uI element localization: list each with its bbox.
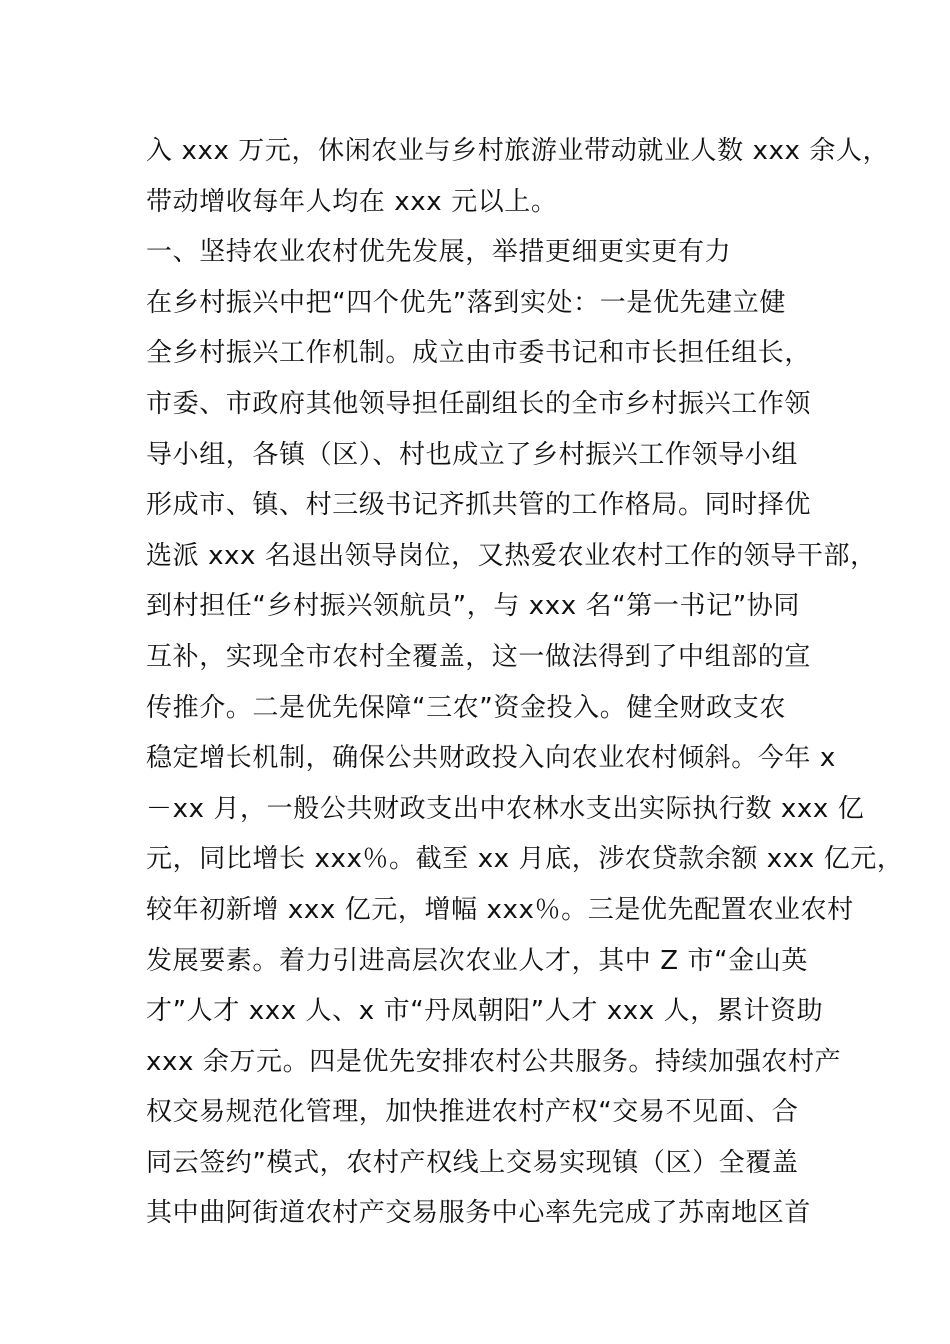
- text-line: 才”人才 xxx 人、x 市“丹凤朝阳”人才 xxx 人，累计资助: [146, 996, 824, 1027]
- section-heading: 一、坚持农业农村优先发展，举措更细更实更有力: [146, 237, 732, 268]
- text-line: xxx 余万元。四是优先安排农村公共服务。持续加强农村产: [146, 1046, 842, 1077]
- text-line: 带动增收每年人均在 xxx 元以上。: [146, 186, 558, 217]
- text-line: 稳定增长机制，确保公共财政投入向农业农村倾斜。今年 x: [146, 743, 836, 774]
- text-line: 导小组，各镇（区）、村也成立了乡村振兴工作领导小组: [146, 439, 799, 470]
- text-line: 同云签约”模式，农村产权线上交易实现镇（区）全覆盖: [146, 1147, 799, 1178]
- text-line: 到村担任“乡村振兴领航员”，与 xxx 名“第一书记”协同: [146, 591, 800, 622]
- text-line: 入 xxx 万元，休闲农业与乡村旅游业带动就业人数 xxx 余人，: [146, 136, 890, 166]
- text-line: 发展要素。着力引进高层次农业人才，其中 Z 市“金山英: [146, 945, 809, 976]
- text-line: 形成市、镇、村三级书记齐抓共管的工作格局。同时择优: [146, 490, 812, 521]
- text-line: 全乡村振兴工作机制。成立由市委书记和市长担任组长，: [146, 338, 812, 369]
- text-line: 较年初新增 xxx 亿元，增幅 xxx％。三是优先配置农业农村: [146, 894, 854, 925]
- text-line: 选派 xxx 名退出领导岗位，又热爱农业农村工作的领导干部，: [146, 540, 877, 571]
- text-line: 传推介。二是优先保障“三农”资金投入。健全财政支农: [146, 692, 786, 723]
- text-line: 互补，实现全市农村全覆盖，这一做法得到了中组部的宣: [146, 641, 812, 672]
- text-line: 元，同比增长 xxx％。截至 xx 月底，涉农贷款余额 xxx 亿元，: [146, 844, 904, 875]
- text-line: －xx 月，一般公共财政支出中农林水支出实际执行数 xxx 亿: [146, 793, 865, 824]
- body-text: [146, 126, 904, 1239]
- text-line: 权交易规范化管理，加快推进农村产权“交易不见面、合: [146, 1097, 799, 1128]
- text-line: 市委、市政府其他领导担任副组长的全市乡村振兴工作领: [146, 388, 812, 419]
- text-line: 在乡村振兴中把“四个优先”落到实处：一是优先建立健: [146, 287, 786, 318]
- text-line: 其中曲阿街道农村产交易服务中心率先完成了苏南地区首: [146, 1198, 812, 1229]
